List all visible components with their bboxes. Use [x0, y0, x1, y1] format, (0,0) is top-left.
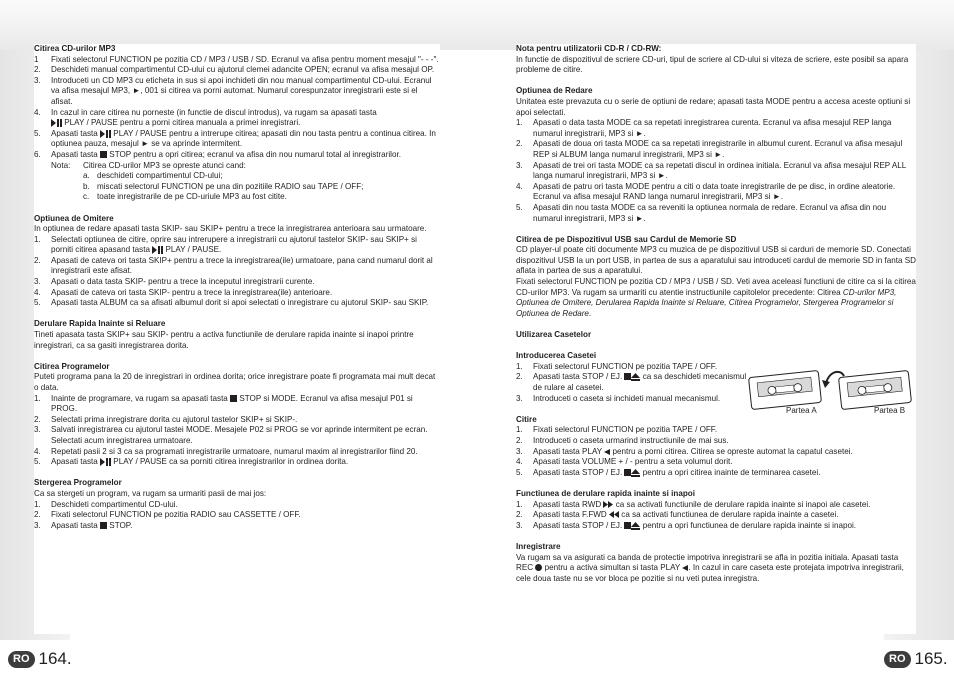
list-item: 2. Apasati tasta F.FWD ca sa activati functiunea de derulare rapida inainte a casetei.	[516, 510, 839, 520]
side-a-caption: Partea A	[786, 406, 817, 415]
fast-forward-icon	[603, 501, 613, 508]
section-title: Nota pentru utilizatorii CD-R / CD-RW:	[516, 44, 662, 53]
stop-icon	[624, 522, 631, 529]
paragraph: CD player-ul poate citi documente MP3 cu muzica de pe dispozitivul USB si carduri de memorie SD. Conectati dispozitivul USB la un port USB, in partea de sus a aparatului sau introduceti cardul de memorie SD in fanta SD aflata in partea de sus a aparatului.	[516, 245, 916, 276]
skip-steps	[34, 235, 440, 309]
list-item: 4. Repetati pasii 2 si 3 ca sa programati inregistrarile urmatoare, numarul maxim al inregistrarilor fiind 20.	[34, 446, 418, 456]
list-item: 1. Apasati tasta RWD ca sa activati functiunile de derulare rapida inainte si inapoi ale casetei.	[516, 499, 871, 509]
list-item: c. toate inregistrarile de pe CD-uriule MP3 au fost citite.	[83, 192, 287, 202]
section-title: Citirea Programelor	[34, 361, 110, 371]
stop-icon	[230, 395, 237, 402]
record-icon	[535, 564, 542, 571]
list-item: 5. Apasati tasta STOP / EJ. pentru a opri citirea inainte de terminarea casetei.	[516, 467, 821, 477]
section-title: Optiunea de Omitere	[34, 213, 114, 223]
list-item: 2. Deschideti manual compartimentul CD-ului cu ajutorul clemei adancite OPEN; ecranul va afisa mesajul OP.	[34, 65, 435, 75]
stop-icon	[624, 469, 631, 476]
list-item: 4. Apasati de patru ori tasta MODE pentru a citi o data toate inregistrarile de pe disc, in ordine aleatorie. Ecranul va afisa mesajul RAND langa numarul inregistrarii, MP3 si ►.	[516, 181, 896, 202]
list-item: 3. Introduceti o caseta si inchideti manual mecanismul.	[516, 393, 721, 403]
header-band	[0, 0, 954, 50]
page-left	[34, 44, 440, 634]
cassette-insert-steps	[516, 362, 748, 404]
page-number: 165.	[914, 649, 948, 668]
list-item: 3. Apasati de trei ori tasta MODE ca sa repetati discul in ordinea initiala. Ecranul va afisa mesajul REP ALL langa numarul inregistrarii, MP3 si ►.	[516, 160, 906, 181]
paragraph: Tineti apasata tasta SKIP+ sau SKIP- pentru a activa functiunile de derulare rapida inainte si inapoi printre inregistrari, ca sa gasiti inregistrarea dorita.	[34, 330, 414, 350]
wind-steps	[516, 500, 916, 532]
eject-icon	[631, 373, 640, 381]
stop-icon	[100, 522, 107, 529]
list-item: a. deschideti compartimentul CD-ului;	[83, 171, 223, 181]
language-badge: RO	[884, 651, 911, 668]
stop-icon	[100, 151, 107, 158]
play-pause-icon	[100, 130, 111, 138]
section-title: Utilizarea Casetelor	[516, 330, 592, 340]
list-item: 4. In cazul in care citirea nu porneste (in functie de discul introdus), va rugam sa apasati tasta PLAY / PAUSE pentru a porni citirea manuala a primei inregistrari.	[34, 107, 377, 128]
list-item: 3. Apasati o data tasta SKIP- pentru a trece la inceputul inregistrarii curente.	[34, 277, 315, 287]
list-item: 5. Apasati din nou tasta MODE ca sa reveniti la optiunea normala de redare. Ecranul va afisa din nou numarul inregistrarii, MP3 si ►.	[516, 202, 887, 223]
play-left-icon	[604, 449, 610, 455]
list-item: 3. Apasati tasta PLAY pentru a porni citirea. Citirea se opreste automat la capatul casetei.	[516, 446, 853, 456]
section-title: Derulare Rapida Inainte si Reluare	[34, 319, 166, 329]
section-title: Citirea CD-urilor MP3	[34, 44, 116, 53]
eject-icon	[631, 469, 640, 477]
paragraph: Fixati selectorul FUNCTION pe pozitia CD / MP3 / USB / SD. Veti avea aceleasi functiuni de citire ca si la citirea CD-urilor MP3. Va rugam sa urmariti cu atentie instructiunile capitolelor precedente: Citirea CD-urilor MP3, Optiunea de Omitere, Derularea Rapida Inainte si Reluare, Citirea Programelor, Stergerea Programelor si Optiunea de Redare.	[516, 277, 916, 318]
paragraph: Va rugam sa va asigurati ca banda de protectie impotriva inregistrarii se afla in pozitia initiala. Apasati tasta REC pentru a activa simultan si tasta PLAY . In cazul in care caseta este protejata impotriva inregistrarii, cele doua taste nu se vor bloca pe pozitie si nu veti putea inregistra.	[516, 552, 904, 583]
mp3-note: Nota: Citirea CD-urilor MP3 se opreste atunci cand: a. deschideti compartimentul CD-ului; b. miscati selectorul FUNCTION pe una din pozitiile RADIO sau TAPE / OFF; c. toate inregistrarile de pe CD-uriule MP3 au fost citite.	[34, 161, 440, 203]
program-steps	[34, 394, 440, 468]
list-item: 4. Apasati de cateva ori tasta SKIP- pentru a trece la inregistrarea(ile) anterioare.	[34, 287, 333, 297]
list-item: 2. Fixati selectorul FUNCTION pe pozitia RADIO sau CASSETTE / OFF.	[34, 510, 301, 520]
list-item: 1. Fixati selectorul FUNCTION pe pozitia TAPE / OFF.	[516, 361, 718, 371]
delete-steps	[34, 500, 440, 532]
mp3-steps	[34, 55, 440, 161]
list-item: b. miscati selectorul FUNCTION pe una din pozitiile RADIO sau TAPE / OFF;	[83, 181, 364, 191]
paragraph: Unitatea este prevazuta cu o serie de optiuni de redare; apasati tasta MODE pentru a accesa aceste optiuni si apoi selectati.	[516, 96, 911, 117]
stop-icon	[624, 373, 631, 380]
list-item: 3. Apasati tasta STOP.	[34, 520, 133, 530]
paragraph: Puteti programa pana la 20 de inregistrari in ordinea dorita; orice inregistrare poate fi programata mai mult decat o data.	[34, 372, 436, 392]
list-item: 1. Deschideti compartimentul CD-ului.	[34, 499, 178, 509]
footer-right	[884, 643, 948, 675]
list-item: 3. Introduceti un CD MP3 cu eticheta in sus si apoi inchideti din nou manual compartimentul CD-ului. Ecranul va afisa mesajul MP3, ►, 001 si citirea va porni automat. Numarul corespunzator inregistrarii este si el afisat.	[34, 75, 432, 106]
side-b-caption: Partea B	[874, 406, 906, 415]
page-right	[516, 44, 916, 634]
footer-left	[8, 643, 72, 675]
playback-steps	[516, 425, 916, 478]
list-item: 2. Introduceti o caseta urmarind instructiunile de mai sus.	[516, 435, 729, 445]
list-item: 5. Apasati tasta PLAY / PAUSE ca sa porniti citirea inregistrarilor in ordinea dorita.	[34, 457, 349, 467]
list-item: 1 Fixati selectorul FUNCTION pe pozitia CD / MP3 / USB / SD. Ecranul va afisa pentru moment mesajul "- - -".	[34, 54, 439, 64]
section-title: Citire	[516, 414, 537, 424]
language-badge: RO	[8, 651, 35, 668]
list-item: 1. Selectati optiunea de citire, oprire sau intrerupere a inregistrarii cu ajutorul tastelor SKIP- sau SKIP+ si porniti citirea apasand tasta PLAY / PAUSE.	[34, 234, 417, 255]
play-pause-icon	[152, 246, 163, 254]
list-item: 5. Apasati tasta PLAY / PAUSE pentru a intrerupe citirea; apasati din nou tasta pentru a continua citirea. In optiunea pauza, mesajul ► se va aprinde intermitent.	[34, 128, 436, 149]
list-item: 2. Selectati prima inregistrare dorita cu ajutorul tastelor SKIP+ si SKIP-.	[34, 414, 298, 424]
list-item: 4. Apasati tasta VOLUME + / - pentru a seta volumul dorit.	[516, 457, 733, 467]
list-item: 3. Salvati inregistrarea cu ajutorul tastei MODE. Mesajele P02 si PROG se vor aprinde intermitent pe ecran. Selectati acum inregistrarea urmatoare.	[34, 425, 428, 445]
page-number: 164.	[38, 649, 72, 668]
list-item: 2. Apasati de cateva ori tasta SKIP+ pentru a trece la inregistrarea(ile) urmatoare, pana cand numarul dorit al inregistrarii este afisat.	[34, 255, 433, 276]
cassette-side-b-image	[839, 370, 912, 409]
section-title: Optiunea de Redare	[516, 86, 593, 96]
play-pause-icon	[100, 458, 111, 466]
section-title: Introducerea Casetei	[516, 351, 597, 361]
section-title: Citirea de pe Dispozitivul USB sau Cardul de Memorie SD	[516, 234, 737, 244]
section-title: Functiunea de derulare rapida inainte si inapoi	[516, 488, 695, 498]
repeat-steps	[516, 118, 916, 224]
list-item: 1. Apasati o data tasta MODE ca sa repetati inregistrarea curenta. Ecranul va afisa mesajul REP langa numarul inregistrarii, MP3 si ►.	[516, 118, 892, 138]
section-title: Stergerea Programelor	[34, 478, 122, 488]
cassette-side-a-image	[749, 370, 822, 409]
list-item: 5. Apasati tasta ALBUM ca sa afisati albumul dorit si apoi selectati o inregistrare cu ajutorul SKIP- sau SKIP.	[34, 298, 429, 308]
play-pause-icon	[51, 119, 62, 127]
list-item: 1. Inainte de programare, va rugam sa apasati tasta STOP si MODE. Ecranul va afisa mesajul P01 si PROG.	[34, 393, 413, 414]
paragraph: In functie de dispozitivul de scriere CD-uri, tipul de scriere al CD-ului si viteza de scriere, este posibil sa apara probleme de citire.	[516, 54, 909, 75]
list-item: 6. Apasati tasta STOP pentru a opri citirea; ecranul va afisa din nou numarul total al inregistrarilor.	[34, 149, 401, 159]
section-title: Inregistrare	[516, 541, 561, 551]
list-item: 1. Fixati selectorul FUNCTION pe pozitia TAPE / OFF.	[516, 425, 718, 435]
list-item: 2. Apasati de doua ori tasta MODE ca sa repetati inregistrarile in albumul curent. Ecranul va afisa mesajul REP si ALBUM langa numarul inregistrarii, MP3 si ►.	[516, 139, 903, 159]
rewind-icon	[609, 511, 619, 518]
list-item: 2. Apasati tasta STOP / EJ. ca sa deschideti mecanismul de rulare al casetei.	[516, 372, 747, 392]
paragraph: Ca sa stergeti un program, va rugam sa urmariti pasii de mai jos:	[34, 488, 267, 498]
list-item: 3. Apasati tasta STOP / EJ. pentru a opri functiunea de derulare rapida inainte si inapoi.	[516, 520, 857, 530]
eject-icon	[631, 522, 640, 530]
paragraph: In optiunea de redare apasati tasta SKIP- sau SKIP+ pentru a trece la inregistrarea anterioara sau urmatoare.	[34, 224, 427, 234]
